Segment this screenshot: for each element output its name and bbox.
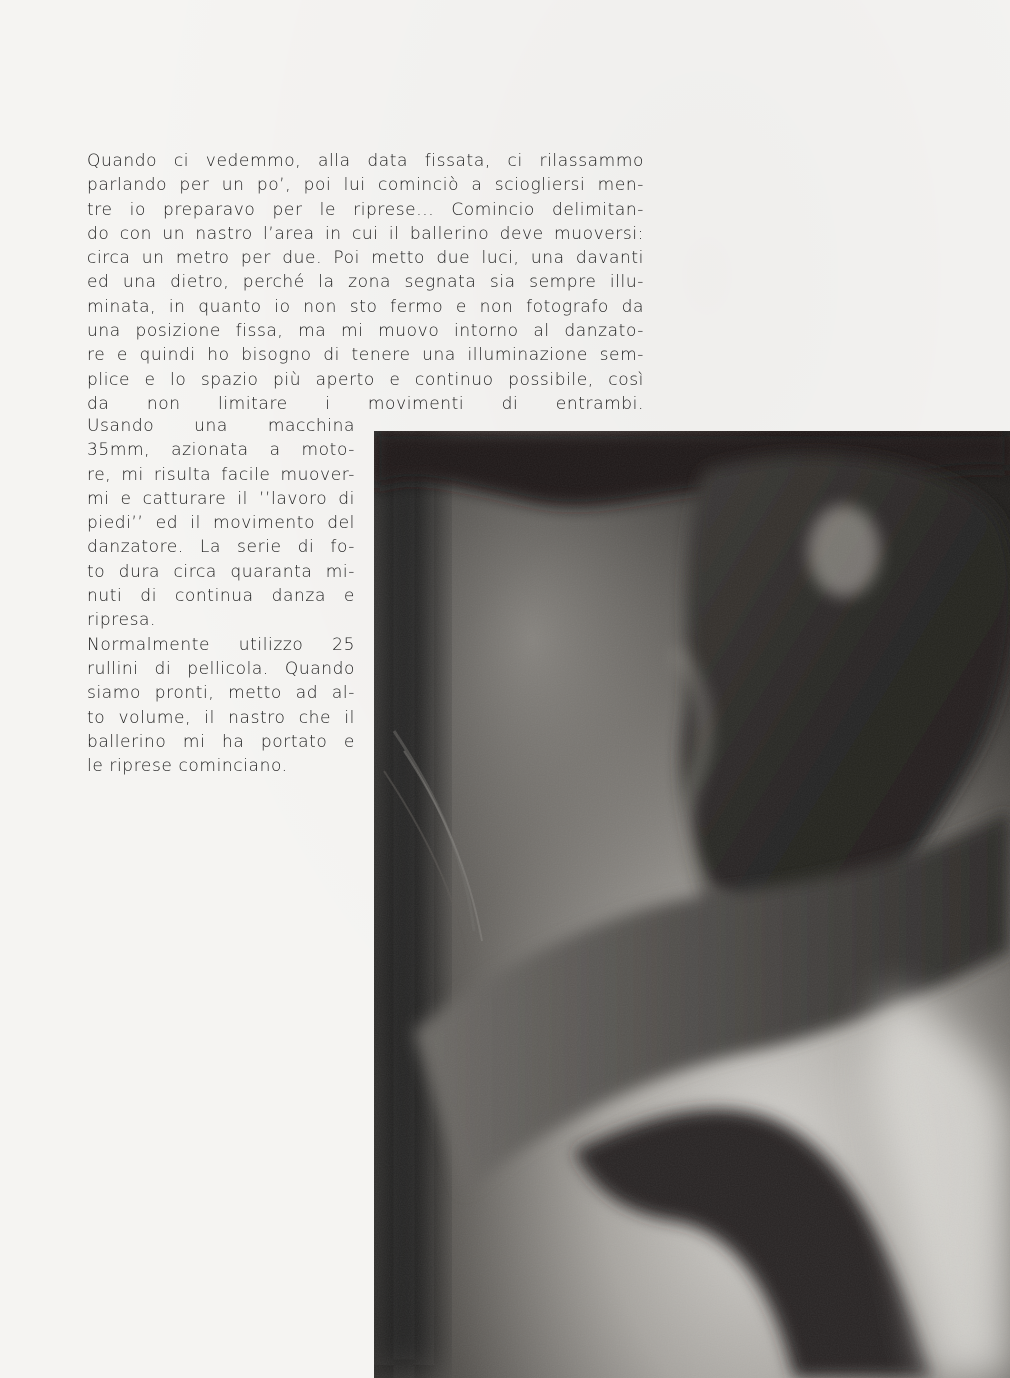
- text-line: do con un nastro l’area in cui il ballerino deve muoversi:: [87, 223, 644, 244]
- text-line: ballerino mi ha portato e: [87, 731, 355, 752]
- text-line: ripresa.: [87, 610, 157, 631]
- text-line: tre io preparavo per le riprese... Comincio delimitan-: [87, 199, 644, 220]
- text-line: minata, in quanto io non sto fermo e non fotografo da: [87, 296, 644, 317]
- text-line: Quando ci vedemmo, alla data fissata, ci rilassammo: [87, 151, 644, 171]
- text-line: to volume, il nastro che il: [87, 707, 355, 728]
- text-line: ed una dietro, perché la zona segnata sia sempre illu-: [87, 272, 644, 293]
- text-line: rullini di pellicola. Quando: [87, 658, 355, 679]
- dancer-photograph: [374, 431, 1010, 1378]
- text-line: circa un metro per due. Poi metto due luci, una davanti: [87, 248, 644, 269]
- text-line: piedi’’ ed il movimento del: [87, 513, 355, 534]
- text-line: Normalmente utilizzo 25: [87, 634, 355, 655]
- photo-artwork: [374, 431, 1010, 1378]
- text-line: plice e lo spazio più aperto e continuo possibile, così: [87, 369, 644, 390]
- text-line: re, mi risulta facile muover-: [87, 464, 355, 485]
- text-line: mi e catturare il ’’lavoro di: [87, 488, 355, 509]
- paragraph-left: [87, 414, 355, 778]
- paragraph-top: [87, 149, 644, 416]
- text-line: to dura circa quaranta mi-: [87, 561, 355, 582]
- text-line: una posizione fissa, ma mi muovo intorno al danzato-: [87, 321, 644, 342]
- text-line: re e quindi ho bisogno di tenere una illuminazione sem-: [87, 345, 644, 366]
- text-line: Usando una macchina: [87, 416, 355, 436]
- text-line: 35mm, azionata a moto-: [87, 440, 355, 461]
- text-line: danzatore. La serie di fo-: [87, 537, 355, 558]
- text-line: siamo pronti, metto ad al-: [87, 683, 355, 704]
- text-line: parlando per un po’, poi lui cominciò a sciogliersi men-: [87, 175, 644, 196]
- text-line: nuti di continua danza e: [87, 586, 355, 607]
- text-line: da non limitare i movimenti di entrambi.: [87, 393, 644, 414]
- text-line: le riprese cominciano.: [87, 756, 288, 777]
